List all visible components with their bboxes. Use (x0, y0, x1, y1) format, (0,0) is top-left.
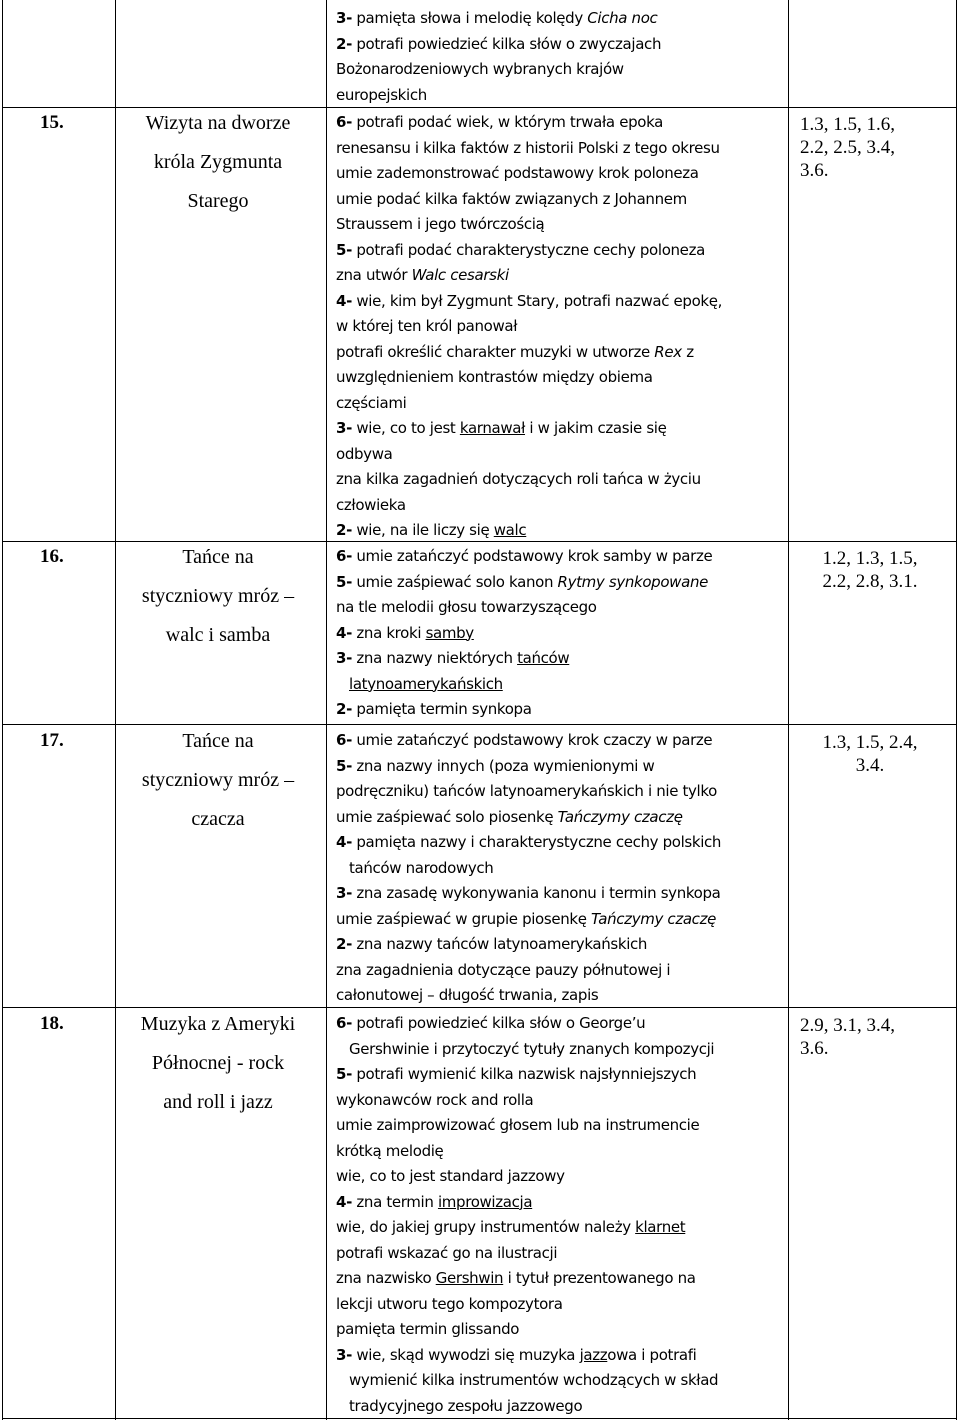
work-title: Rex (654, 342, 682, 361)
requirement-line (336, 728, 786, 754)
row-requirements (336, 728, 786, 1009)
row-topic (118, 538, 318, 655)
grade-marker: 4- (336, 833, 352, 851)
requirement-text: zna nazwy innych (poza wymienionymi w (351, 756, 655, 775)
curriculum-ref-line: 1.3, 1.5, 1.6, (800, 114, 895, 135)
requirement-text: pamięta słowa i melodię kolędy (351, 9, 588, 27)
requirement-line (336, 83, 786, 109)
requirement-text: umie zaśpiewać w grupie piosenkę (336, 909, 592, 928)
requirement-line (336, 932, 786, 958)
requirement-line (336, 212, 786, 238)
row-number: 18. (40, 1013, 64, 1034)
requirement-line (336, 161, 786, 187)
requirement-text: owa i potrafi (607, 1345, 697, 1364)
row-topic (118, 722, 318, 839)
requirement-text: zna zagadnienia dotyczące pauzy półnutowej i (336, 960, 671, 979)
requirement-line (336, 1037, 786, 1063)
requirement-text: zna nazwisko (336, 1269, 436, 1287)
requirement-text: Gershwinie i przytoczyć tytuły znanych kompozycji (349, 1039, 715, 1058)
requirement-text: potrafi powiedzieć kilka słów o George’u (351, 1014, 646, 1032)
requirement-text: renesansu i kilka faktów z historii Polski z tego okresu (336, 138, 720, 157)
grade-marker: 3- (336, 649, 352, 667)
requirement-line (336, 1164, 786, 1190)
requirement-text: umie podać kilka faktów związanych z Johannem (336, 189, 687, 208)
row-requirements (336, 544, 786, 723)
row-topic (118, 1005, 318, 1122)
requirement-line (336, 1113, 786, 1139)
requirement-text: pamięta termin synkopa (351, 700, 532, 718)
row-curriculum-refs (800, 113, 950, 182)
requirement-text: na tle melodii głosu towarzyszącego (336, 598, 597, 616)
requirement-text: umie zaśpiewać solo kanon (351, 572, 558, 591)
requirement-text: zna termin (351, 1192, 438, 1211)
requirement-line (336, 238, 786, 264)
requirement-line (336, 1062, 786, 1088)
requirement-text: w której ten król panował (336, 317, 518, 335)
topic-line: styczniowy mróz – (141, 769, 295, 791)
grade-marker: 5- (336, 756, 352, 775)
table-divider-refs (788, 0, 789, 1420)
requirement-line (336, 646, 786, 672)
curriculum-ref-line: 2.2, 2.5, 3.4, (800, 137, 895, 158)
requirement-text: pamięta nazwy i charakterystyczne cechy polskich (351, 833, 722, 851)
requirement-line (336, 1266, 786, 1292)
requirement-line (336, 697, 786, 723)
requirement-text: całonutowej – długość trwania, zapis (336, 986, 599, 1004)
requirement-text: wykonawców rock and rolla (336, 1090, 534, 1109)
requirement-line (336, 595, 786, 621)
requirement-text: zna kroki (351, 623, 426, 642)
curriculum-ref-line: 3.6. (800, 160, 829, 181)
requirement-line (336, 340, 786, 366)
requirement-line (336, 1292, 786, 1318)
topic-line: Północnej - rock (151, 1052, 285, 1074)
requirement-line (336, 672, 786, 698)
row-requirements (336, 6, 786, 108)
requirement-line (336, 1139, 786, 1165)
requirement-text: umie zatańczyć podstawowy krok czaczy w parze (351, 731, 713, 749)
grade-marker: 3- (336, 1345, 352, 1364)
requirement-line (336, 805, 786, 831)
grade-marker: 5- (336, 572, 352, 591)
grade-marker: 3- (336, 419, 352, 437)
requirement-line (336, 856, 786, 882)
grade-marker: 4- (336, 291, 352, 310)
requirement-line (336, 1394, 786, 1420)
requirement-line (336, 958, 786, 984)
underlined-term: latynoamerykańskich (349, 674, 503, 693)
requirement-text: z (681, 342, 694, 361)
requirement-line (336, 518, 786, 544)
requirement-line (336, 570, 786, 596)
requirement-text: częściami (336, 393, 407, 412)
requirement-text: i w jakim czasie się (525, 419, 667, 437)
requirement-text: Bożonarodzeniowych wybranych krajów (336, 60, 624, 78)
grade-marker: 5- (336, 240, 352, 259)
underlined-term: klarnet (635, 1218, 686, 1236)
requirement-text: krótką melodię (336, 1141, 444, 1160)
topic-line: Muzyka z Ameryki (140, 1013, 296, 1035)
requirement-text: wie, na ile liczy się (351, 521, 494, 539)
row-number: 16. (40, 546, 64, 567)
curriculum-ref-line: 1.3, 1.5, 2.4, (822, 732, 918, 753)
requirement-text: zna kilka zagadnień dotyczących roli tańca w życiu (336, 470, 701, 488)
requirement-text: potrafi określić charakter muzyki w utworze (336, 342, 655, 361)
requirement-line (336, 779, 786, 805)
row-requirements (336, 1011, 786, 1419)
requirement-line (336, 314, 786, 340)
requirement-text: podręczniku) tańców latynoamerykańskich i nie tylko (336, 782, 718, 800)
requirement-line (336, 1011, 786, 1037)
curriculum-ref-line: 2.9, 3.1, 3.4, (800, 1015, 895, 1036)
requirement-line (336, 289, 786, 315)
requirement-text: wymienić kilka instrumentów wchodzących w skład (349, 1371, 719, 1389)
grade-marker: 5- (336, 1065, 352, 1083)
requirement-text: człowieka (336, 495, 406, 514)
topic-line: styczniowy mróz – (141, 585, 295, 607)
requirement-text: Straussem i jego twórczością (336, 215, 545, 233)
curriculum-ref-line: 3.6. (800, 1038, 829, 1059)
requirement-line (336, 1190, 786, 1216)
requirement-text: lekcji utworu tego kompozytora (336, 1294, 563, 1313)
requirement-text: zna nazwy niektórych (351, 649, 518, 667)
table-border-right (956, 0, 957, 1420)
grade-marker: 4- (336, 1192, 352, 1211)
curriculum-ref-line: 3.4. (855, 755, 885, 776)
requirement-line (336, 263, 786, 289)
requirement-line (336, 110, 786, 136)
topic-line: Tańce na (182, 546, 254, 568)
requirement-text: wie, co to jest standard jazzowy (336, 1167, 565, 1185)
requirement-line (336, 1241, 786, 1267)
requirement-line (336, 544, 786, 570)
requirement-text: wie, do jakiej grupy instrumentów należy (336, 1218, 636, 1236)
requirement-line (336, 391, 786, 417)
grade-marker: 6- (336, 547, 352, 565)
requirement-line (336, 493, 786, 519)
requirement-line (336, 416, 786, 442)
table-border-left (2, 0, 3, 1420)
requirement-text: zna zasadę wykonywania kanonu i termin synkopa (351, 884, 721, 902)
row-curriculum-refs (800, 1014, 950, 1060)
grade-marker: 6- (336, 1014, 352, 1032)
requirement-text: europejskich (336, 85, 427, 104)
requirement-line (336, 907, 786, 933)
requirement-line (336, 187, 786, 213)
table-divider-number (115, 0, 116, 1420)
requirement-text: potrafi wymienić kilka nazwisk najsłynniejszych (351, 1065, 697, 1083)
requirement-text: umie zaimprowizować głosem lub na instrumencie (336, 1116, 700, 1134)
grade-marker: 2- (336, 34, 352, 53)
grade-marker: 6- (336, 113, 352, 131)
requirement-text: potrafi podać wiek, w którym trwała epoka (351, 113, 663, 131)
row-number: 17. (40, 730, 64, 751)
requirement-text: zna nazwy tańców latynoamerykańskich (351, 935, 648, 953)
requirement-text: umie zademonstrować podstawowy krok poloneza (336, 164, 699, 182)
work-title: Cicha noc (587, 9, 658, 27)
requirement-text: zna utwór (336, 266, 412, 284)
requirement-text: wie, skąd wywodzi się muzyka (351, 1345, 580, 1364)
requirement-text: potrafi wskazać go na ilustracji (336, 1243, 558, 1262)
grade-marker: 2- (336, 700, 352, 718)
requirement-text: umie zatańczyć podstawowy krok samby w parze (351, 547, 713, 565)
grade-marker: 2- (336, 521, 352, 539)
curriculum-ref-line: 2.2, 2.8, 3.1. (822, 571, 918, 592)
topic-line: Starego (187, 190, 249, 212)
row-number: 15. (40, 112, 64, 133)
requirement-text: pamięta termin glissando (336, 1320, 520, 1338)
underlined-term: samby (425, 623, 474, 642)
curriculum-ref-line: 1.2, 1.3, 1.5, (822, 548, 918, 569)
requirement-text: tańców narodowych (349, 858, 494, 877)
requirement-line (336, 830, 786, 856)
requirement-line (336, 57, 786, 83)
requirement-line (336, 754, 786, 780)
grade-marker: 4- (336, 623, 352, 642)
work-title: Tańczymy czaczę (591, 909, 716, 928)
underlined-term: jazz (579, 1345, 608, 1364)
work-title: Rytmy synkopowane (557, 572, 708, 591)
underlined-term: tańców (517, 649, 570, 667)
requirement-line (336, 136, 786, 162)
requirement-text: i tytuł prezentowanego na (503, 1269, 696, 1287)
grade-marker: 3- (336, 9, 352, 27)
requirement-line (336, 1343, 786, 1369)
underlined-term: improwizacja (437, 1192, 533, 1211)
requirement-line (336, 1215, 786, 1241)
row-topic (118, 104, 318, 221)
grade-marker: 3- (336, 884, 352, 902)
underlined-term: walc (493, 521, 527, 539)
requirement-text: uwzględnieniem kontrastów między obiema (336, 368, 653, 386)
table-divider-topic (326, 0, 327, 1420)
row-curriculum-refs (790, 547, 950, 593)
work-title: Walc cesarski (411, 266, 509, 284)
requirement-text: potrafi podać charakterystyczne cechy poloneza (351, 240, 705, 259)
requirement-line (336, 621, 786, 647)
requirement-line (336, 1317, 786, 1343)
underlined-term: karnawał (459, 419, 526, 437)
topic-line: walc i samba (165, 624, 271, 646)
underlined-term: Gershwin (435, 1269, 504, 1287)
requirement-text: odbywa (336, 444, 393, 463)
requirement-line (336, 881, 786, 907)
work-title: Tańczymy czaczę (557, 807, 683, 826)
row-requirements (336, 110, 786, 544)
topic-line: Wizyta na dworze (145, 112, 291, 134)
topic-line: Tańce na (182, 730, 254, 752)
topic-line: and roll i jazz (163, 1091, 273, 1113)
requirement-text: wie, co to jest (351, 419, 460, 437)
requirement-line (336, 365, 786, 391)
topic-line: króla Zygmunta (153, 151, 283, 173)
requirement-text: tradycyjnego zespołu jazzowego (349, 1396, 583, 1415)
requirement-line (336, 1368, 786, 1394)
requirement-line (336, 442, 786, 468)
requirement-text: wie, kim był Zygmunt Stary, potrafi nazwać epokę, (351, 291, 723, 310)
requirement-line (336, 467, 786, 493)
grade-marker: 6- (336, 731, 352, 749)
requirement-line (336, 983, 786, 1009)
requirement-line (336, 6, 786, 32)
grade-marker: 2- (336, 935, 352, 953)
requirement-line (336, 32, 786, 58)
requirement-text: potrafi powiedzieć kilka słów o zwyczajach (351, 34, 662, 53)
topic-line: czacza (191, 808, 245, 830)
requirement-line (336, 1088, 786, 1114)
row-curriculum-refs (790, 731, 950, 777)
requirement-text: umie zaśpiewać solo piosenkę (336, 807, 558, 826)
